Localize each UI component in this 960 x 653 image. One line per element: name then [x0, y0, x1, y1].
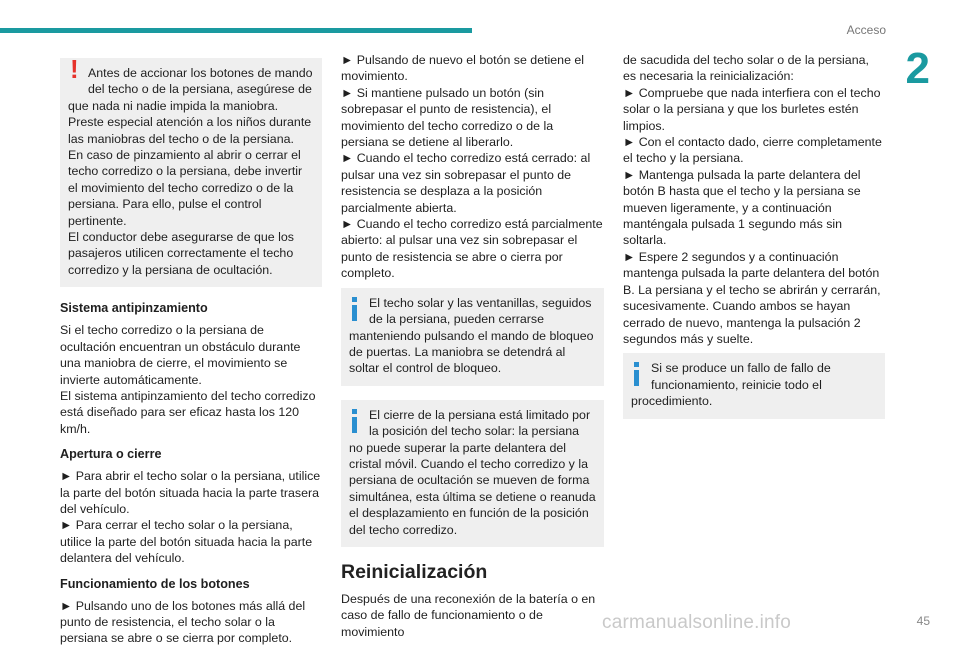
warning-icon [68, 65, 82, 95]
column-2 [341, 52, 604, 646]
page-number: 45 [916, 614, 930, 628]
column-3 [623, 52, 885, 433]
section-title: Acceso [846, 23, 886, 37]
info-box-restart [623, 353, 885, 418]
chapter-number: 2 [905, 44, 930, 93]
info-box-blind-limit [341, 400, 604, 547]
info-icon [349, 407, 363, 437]
paragraph-antipinch: Si el techo corredizo o la persiana de ocultación encuentran un obstáculo durante una maniobra de cierre, el movimiento se invierte automáticamente. El sistema antipinzamiento del techo corredizo está diseñado para ser eficaz hasta los 120 km/h. [60, 323, 316, 436]
paragraph-opening: ► Para abrir el techo solar o la persiana, utilice la parte del botón situada hacia la parte trasera del vehículo. ► Para cerrar el techo solar o la persiana, utilice la parte del botón situada hacia la parte delantera del vehículo. [60, 469, 321, 566]
header-accent-bar [0, 28, 472, 33]
column-1 [60, 52, 322, 653]
paragraph-button-behaviour: ► Pulsando de nuevo el botón se detiene el movimiento. ► Si mantiene pulsado un botón (sin sobrepasar el punto de resistencia), el movimiento del techo corredizo o de la persiana se detiene al liberarlo. ► Cuando el techo corredizo está cerrado: al pulsar una vez sin sobrepasar el punto de resistencia se desplaza a la posición parcialmente abierta. ► Cuando el techo corredizo está parcialmente abierto: al pulsar una vez sin sobrepasar el punto de resistencia se abre o cierra por completo. [341, 53, 603, 281]
watermark: carmanualsonline.info [602, 612, 792, 633]
paragraph-reset: Después de una reconexión de la batería o en caso de fallo de funcionamiento o de movimiento [341, 591, 596, 639]
heading-buttons: Funcionamiento de los botones [60, 576, 250, 591]
info-box-locking [341, 288, 604, 386]
info-text-blind-limit: El cierre de la persiana está limitado por la posición del techo solar: la persiana no puede superar la parte delantera del cristal móvil. Cuando el techo corredizo y la persiana de ocultación se mueven de forma simultánea, esta última se detiene o reanuda el desplazamiento en función de la posición del techo corredizo. [349, 407, 596, 537]
info-text-locking: El techo solar y las ventanillas, seguidos de la persiana, pueden cerrarse manteniendo pulsando el mando de bloqueo de puertas. La maniobra se detendrá al soltar el control de bloqueo. [349, 295, 594, 376]
warning-box [60, 58, 322, 287]
paragraph-buttons: ► Pulsando uno de los botones más allá del punto de resistencia, el techo solar o la persiana se abre o se cierra por completo. [60, 598, 306, 646]
info-text-restart: Si se produce un fallo de fallo de funcionamiento, reinicie todo el procedimiento. [631, 361, 831, 409]
warning-text: Antes de accionar los botones de mando del techo o de la persiana, asegúrese de que nada ni nadie impida la maniobra. Preste especial atención a los niños durante las maniobras del techo o de la persiana. En caso de pinzamiento al abrir o cerrar el techo corredizo o la persiana, debe invertir el movimiento del techo corredizo o de la persiana. Para ello, pulse el control pertinente. El conductor debe asegurarse de que los pasajeros utilicen correctamente el techo corredizo y la persiana de ocultación. [68, 66, 313, 277]
info-icon [349, 295, 363, 325]
paragraph-reset-steps: de sacudida del techo solar o de la persiana, es necesaria la reinicialización: ► Compruebe que nada interfiera con el techo solar o la persiana y que los burletes estén limpios. ► Con el contacto dado, cierre completamente el techo y la persiana. ► Mantenga pulsada la parte delantera del botón B hasta que el techo y la persiana se mueven ligeramente, y a continuación manténgala pulsada 1 segundo más sin soltarla. ► Espere 2 segundos y a continuación mantenga pulsada la parte delantera del botón B. La persiana y el techo se abrirán y cerrarán, sucesivamente. Cuando ambos se hayan cerrado de nuevo, mantenga la pulsación 2 segundos más y suelte. [623, 53, 882, 346]
heading-antipinch: Sistema antipinzamiento [60, 301, 208, 316]
info-icon [631, 360, 645, 390]
heading-opening: Apertura o cierre [60, 447, 162, 462]
heading-reset: Reinicialización [341, 560, 488, 583]
